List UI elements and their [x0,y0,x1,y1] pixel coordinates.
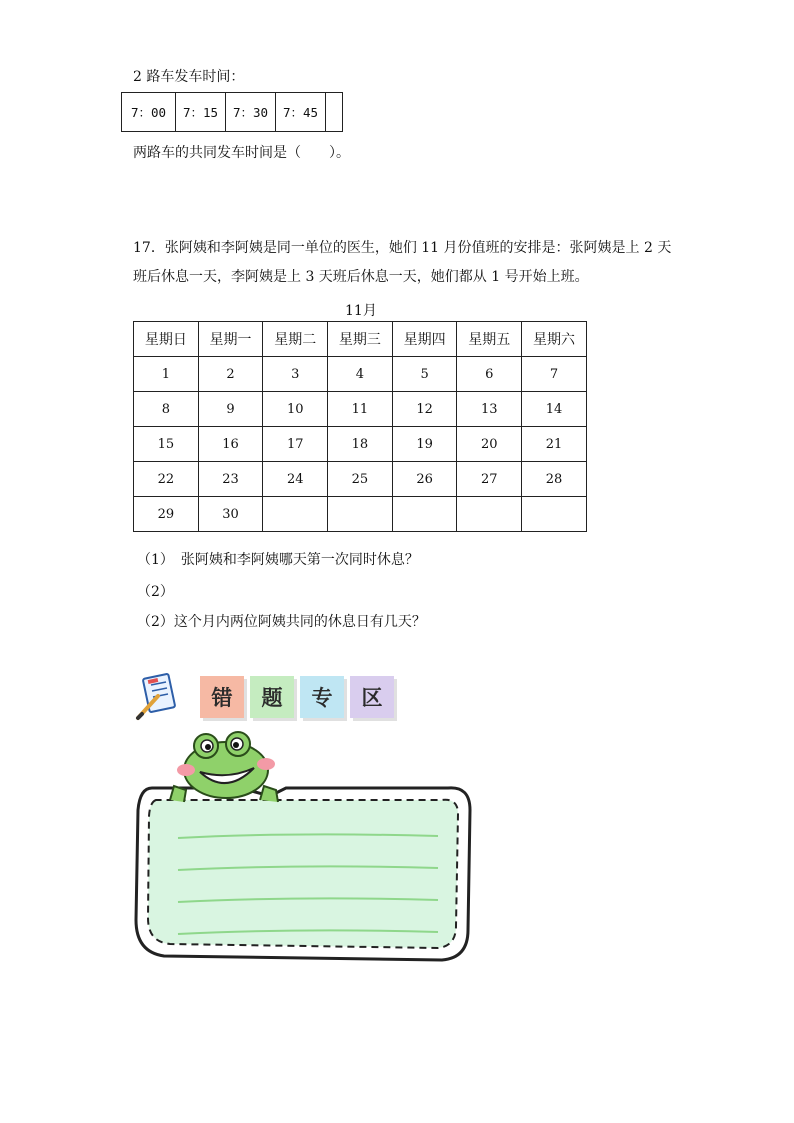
table-row [134,497,587,532]
calendar-day: 26 [392,462,457,497]
table-row [134,427,587,462]
table-row [134,357,587,392]
calendar-day: 20 [457,427,522,462]
error-zone-banner [200,676,394,718]
weekday-header: 星期五 [457,322,522,357]
calendar-day: 23 [198,462,263,497]
subquestion-2-blank: （2） [137,584,174,600]
calendar-day: 10 [263,392,328,427]
notebook-pen-icon [134,672,180,722]
calendar-header-row [134,322,587,357]
error-zone-tile: 题 [250,676,294,718]
calendar-day: 17 [263,427,328,462]
calendar-day: 2 [198,357,263,392]
calendar-day: 27 [457,462,522,497]
calendar-day [263,497,328,532]
calendar-day: 24 [263,462,328,497]
problem-17-line-2: 班后休息一天，李阿姨是上 3 天班后休息一天，她们都从 1 号开始上班。 [133,269,589,285]
calendar-day: 3 [263,357,328,392]
bus-time-cell: 7：45 [276,93,326,132]
calendar-day [457,497,522,532]
november-calendar [133,321,587,532]
calendar-day: 29 [134,497,199,532]
weekday-header: 星期四 [392,322,457,357]
calendar-day: 18 [328,427,393,462]
calendar-day: 25 [328,462,393,497]
problem-17-line-1: 17．张阿姨和李阿姨是同一单位的医生，她们 11 月份值班的安排是：张阿姨是上 2 天 [133,240,672,256]
frog-icon [170,732,278,802]
calendar-day: 12 [392,392,457,427]
weekday-header: 星期一 [198,322,263,357]
error-zone-tile: 区 [350,676,394,718]
calendar-day: 7 [522,357,587,392]
calendar-day: 15 [134,427,199,462]
calendar-day: 22 [134,462,199,497]
calendar-title: 11月 [345,303,377,319]
common-time-question: 两路车的共同发车时间是（ ）。 [133,145,350,161]
calendar-day: 14 [522,392,587,427]
error-zone-tile: 错 [200,676,244,718]
table-row [122,93,343,132]
calendar-day: 13 [457,392,522,427]
error-zone-tile: 专 [300,676,344,718]
bus-route-label: 2 路车发车时间： [133,69,245,85]
calendar-day: 28 [522,462,587,497]
calendar-day: 4 [328,357,393,392]
calendar-day [328,497,393,532]
bus-time-cell: 7：00 [122,93,176,132]
calendar-day: 1 [134,357,199,392]
bus-time-cell: 7：15 [176,93,226,132]
calendar-day: 11 [328,392,393,427]
subquestion-1: （1） 张阿姨和李阿姨哪天第一次同时休息？ [137,552,419,568]
weekday-header: 星期二 [263,322,328,357]
calendar-day: 5 [392,357,457,392]
frog-notepad-illustration [130,730,480,966]
bus-time-cell: 7：30 [226,93,276,132]
table-row [134,392,587,427]
weekday-header: 星期六 [522,322,587,357]
weekday-header: 星期日 [134,322,199,357]
subquestion-2: （2）这个月内两位阿姨共同的休息日有几天？ [137,614,426,630]
bus-time-cell-empty [326,93,343,132]
weekday-header: 星期三 [328,322,393,357]
notepad-inner [148,800,458,948]
calendar-day: 6 [457,357,522,392]
calendar-day: 8 [134,392,199,427]
bus-schedule-table [121,92,343,132]
calendar-day: 16 [198,427,263,462]
table-row [134,462,587,497]
calendar-day: 19 [392,427,457,462]
calendar-day [522,497,587,532]
calendar-day: 30 [198,497,263,532]
calendar-day: 21 [522,427,587,462]
calendar-day [392,497,457,532]
calendar-day: 9 [198,392,263,427]
